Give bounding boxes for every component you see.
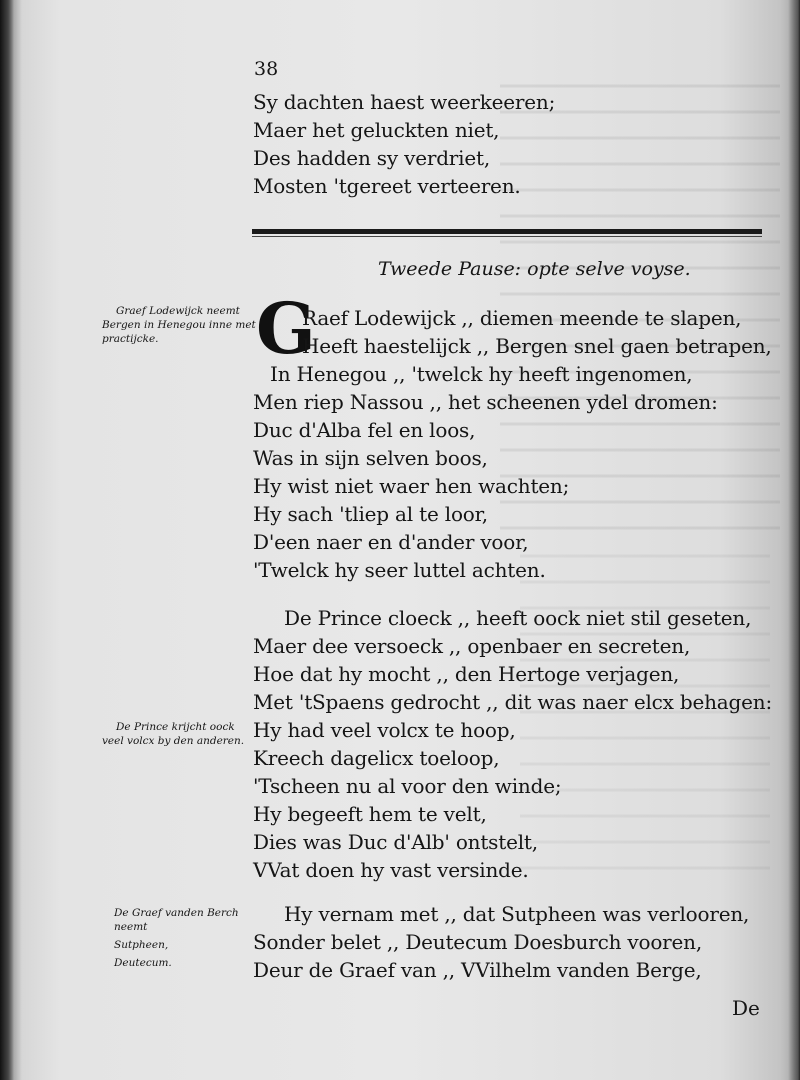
marginal-note-line: practijcke. — [102, 333, 159, 345]
verse-line: Deur de Graef van ,, VVilhelm vanden Berge, — [253, 958, 702, 982]
marginal-note-line: De Graef vanden Berch — [114, 907, 239, 919]
verse-line: Hy had veel volcx te hoop, — [253, 718, 516, 742]
marginal-note-line: Deutecum. — [114, 957, 172, 969]
page-gutter-shadow — [0, 0, 14, 1080]
marginal-note-2 — [102, 720, 245, 748]
verse-line: Hy begeeft hem te velt, — [253, 802, 487, 826]
verse-line: Mosten 'tgereet verteeren. — [253, 174, 521, 198]
verse-line: Met 'tSpaens gedrocht ,, dit was naer elcx behagen: — [253, 690, 772, 714]
drop-cap: G — [256, 287, 316, 370]
page-edge-shadow — [788, 0, 800, 1080]
verse-line: Maer dee versoeck ,, openbaer en secreten, — [253, 634, 691, 658]
verse-line: Was in sijn selven boos, — [253, 446, 488, 470]
verse-line: Men riep Nassou ,, het scheenen ydel dromen: — [253, 390, 718, 414]
section-heading: Tweede Pause: opte selve voyse. — [378, 258, 691, 280]
verse-line: Hy sach 'tliep al te loor, — [253, 502, 488, 526]
verse-line: De Prince cloeck ,, heeft oock niet stil geseten, — [284, 606, 752, 630]
verse-line: Des hadden sy verdriet, — [253, 146, 490, 170]
verse-line: Dies was Duc d'Alb' ontstelt, — [253, 830, 538, 854]
verse-line: Maer het geluckten niet, — [253, 118, 500, 142]
verse-line: Raef Lodewijck ,, diemen meende te slapen, — [302, 306, 742, 330]
verse-line: Hy vernam met ,, dat Sutpheen was verlooren, — [284, 902, 750, 926]
verse-line: Hy wist niet waer hen wachten; — [253, 474, 570, 498]
marginal-note-line: De Prince krijcht oock — [116, 721, 235, 733]
verse-line: 'Twelck hy seer luttel achten. — [253, 558, 546, 582]
marginal-note-line: Bergen in Henegou inne met — [102, 319, 256, 331]
marginal-note-1 — [102, 304, 256, 346]
page-number: 38 — [254, 58, 279, 80]
marginal-note-3 — [114, 906, 239, 970]
verse-line: Heeft haestelijck ,, Bergen snel gaen betrapen, — [302, 334, 772, 358]
catchword: De — [732, 996, 760, 1020]
marginal-note-line: Graef Lodewijck neemt — [116, 305, 240, 317]
verse-line: In Henegou ,, 'twelck hy heeft ingenomen, — [270, 362, 693, 386]
marginal-note-line: veel volcx by den anderen. — [102, 735, 245, 747]
marginal-note-line: neemt — [114, 921, 148, 933]
marginal-note-line: Sutpheen, — [114, 939, 169, 951]
verse-line: Sonder belet ,, Deutecum Doesburch vooren, — [253, 930, 703, 954]
verse-line: VVat doen hy vast versinde. — [253, 858, 529, 882]
verse-line: Kreech dagelicx toeloop, — [253, 746, 500, 770]
section-divider-rule-thin — [252, 236, 762, 237]
verse-line: Hoe dat hy mocht ,, den Hertoge verjagen, — [253, 662, 680, 686]
section-divider-rule — [252, 229, 762, 234]
verse-line: 'Tscheen nu al voor den winde; — [253, 774, 562, 798]
show-through-text — [500, 70, 780, 530]
verse-line: D'een naer en d'ander voor, — [253, 530, 529, 554]
verse-line: Sy dachten haest weerkeeren; — [253, 90, 556, 114]
verse-line: Duc d'Alba fel en loos, — [253, 418, 476, 442]
